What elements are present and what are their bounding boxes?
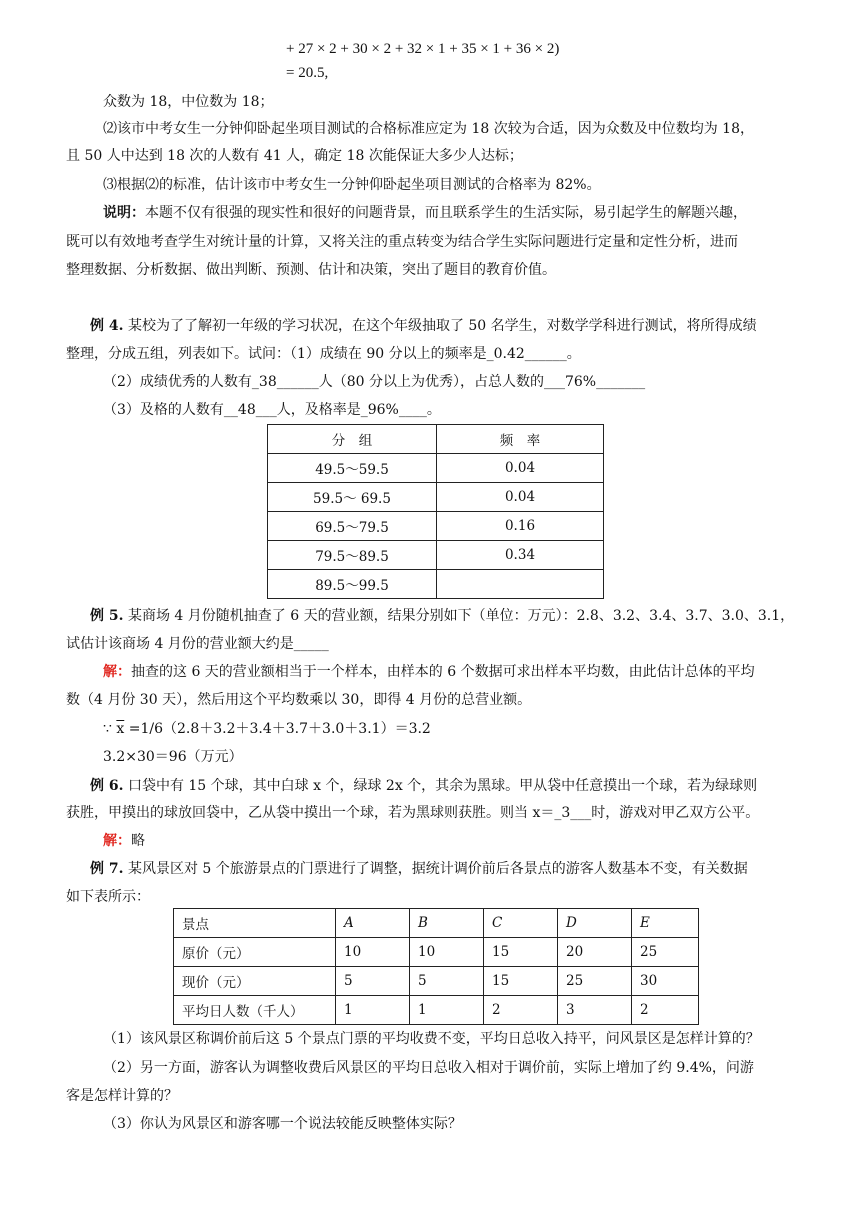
ex5-line-2: 试估计该商场 4 月份的营业额大约是_____ xyxy=(66,636,329,652)
point2-line-2: 且 50 人中达到 18 次的人数有 41 人，确定 18 次能保证大多少人达标； xyxy=(66,148,523,164)
ex4-line-2: 整理，分成五组，列表如下。试问：（1）成绩在 90 分以上的频率是_0.42______。 xyxy=(66,346,581,362)
ex7-question-2-line-1: （2）另一方面，游客认为调整收费后风景区的平均日总收入相对于调价前，实际上增加了约 9.4%，问游 xyxy=(103,1060,754,1076)
table-row xyxy=(174,967,699,996)
ex7-question-2-line-2: 客是怎样计算的？ xyxy=(66,1088,178,1104)
value-cell: 5 xyxy=(336,967,410,996)
row-label-cell: 原价（元） xyxy=(174,938,336,967)
ex5-line-1 xyxy=(90,606,794,626)
value-cell: 2 xyxy=(484,996,558,1025)
row-label-cell: 现价（元） xyxy=(174,967,336,996)
value-cell: 2 xyxy=(632,996,699,1025)
ex6-solution-text: 略 xyxy=(131,833,145,849)
value-cell: 15 xyxy=(484,938,558,967)
ex5-label: 例 5. xyxy=(90,608,124,624)
frequency-cell: 0.34 xyxy=(437,541,604,570)
header-group: 分 组 xyxy=(268,425,437,454)
ex6-text-1: 口袋中有 15 个球，其中白球 x 个，绿球 2x 个，其余为黑球。甲从袋中任意摸出一个球，若为绿球则 xyxy=(123,778,758,794)
table-row xyxy=(268,541,604,570)
table-row xyxy=(268,570,604,599)
row-label-cell: 平均日人数（千人） xyxy=(174,996,336,1025)
table-row xyxy=(268,483,604,512)
ex4-line-1 xyxy=(90,316,757,336)
ex4-text-1: 某校为了了解初一年级的学习状况，在这个年级抽取了 50 名学生，对数学学科进行测试，将所得成绩 xyxy=(123,318,757,334)
spot-b-cell: B xyxy=(410,909,484,938)
formula-line-1: + 27 × 2 + 30 × 2 + 32 × 1 + 35 × 1 + 36 × 2) xyxy=(286,41,560,57)
ex6-line-1 xyxy=(90,776,757,796)
ex6-line-2: 获胜，甲摸出的球放回袋中，乙从袋中摸出一个球，若为黑球则获胜。则当 x＝_3___时，游戏对甲乙双方公平。 xyxy=(66,805,760,821)
ex7-question-1: （1）该风景区称调价前后这 5 个景点门票的平均收费不变，平均日总收入持平，问风景区是怎样计算的？ xyxy=(103,1031,760,1047)
formula-line-2: = 20.5, xyxy=(286,65,329,81)
value-cell: 1 xyxy=(410,996,484,1025)
frequency-cell: 0.16 xyxy=(437,512,604,541)
value-cell: 25 xyxy=(632,938,699,967)
table-row xyxy=(174,909,699,938)
value-cell: 1 xyxy=(336,996,410,1025)
spot-c-cell: C xyxy=(484,909,558,938)
spot-d-cell: D xyxy=(558,909,632,938)
frequency-cell xyxy=(437,570,604,599)
frequency-cell: 0.04 xyxy=(437,454,604,483)
value-cell: 30 xyxy=(632,967,699,996)
value-cell: 15 xyxy=(484,967,558,996)
mean-calc: =1/6（2.8＋3.2＋3.4＋3.7＋3.0＋3.1）＝3.2 xyxy=(124,721,431,737)
ex4-line-3: （2）成绩优秀的人数有_38______人（80 分以上为优秀），占总人数的___76%_______ xyxy=(103,374,646,390)
ex7-line-2: 如下表所示： xyxy=(66,889,150,905)
note-text-1: 本题不仅有很强的现实性和很好的问题背景，而且联系学生的生活实际，易引起学生的解题兴趣， xyxy=(145,205,747,221)
ex7-question-3: （3）你认为风景区和游客哪一个说法较能反映整体实际？ xyxy=(103,1116,462,1132)
ex6-solution-label: 解： xyxy=(103,833,131,849)
table-row xyxy=(174,938,699,967)
spot-e-cell: E xyxy=(632,909,699,938)
ex6-label: 例 6. xyxy=(90,778,124,794)
value-cell: 10 xyxy=(336,938,410,967)
ex5-solution-line-1 xyxy=(103,662,755,682)
value-cell: 25 xyxy=(558,967,632,996)
table-header-row xyxy=(268,425,604,454)
note-label: 说明： xyxy=(103,205,145,221)
ex5-calc-line-1 xyxy=(103,719,431,739)
note-line-2: 既可以有效地考查学生对统计量的计算，又将关注的重点转变为结合学生实际问题进行定量和定性分析，进而 xyxy=(66,234,738,250)
row-label-cell: 景点 xyxy=(174,909,336,938)
ex4-line-4: （3）及格的人数有__48___人，及格率是_96%____。 xyxy=(103,402,441,418)
value-cell: 3 xyxy=(558,996,632,1025)
ex7-line-1 xyxy=(90,859,748,879)
ex7-text-1: 某风景区对 5 个旅游景点的门票进行了调整，据统计调价前后各景点的游客人数基本不变，有关数据 xyxy=(123,861,748,877)
header-frequency: 频 率 xyxy=(437,425,604,454)
ex5-solution-label: 解： xyxy=(103,664,131,680)
group-cell: 69.5～79.5 xyxy=(268,512,437,541)
frequency-cell: 0.04 xyxy=(437,483,604,512)
mean-symbol: $\overline{x}$ xyxy=(116,721,125,737)
ex6-solution xyxy=(103,831,145,851)
because-symbol: ∵ xyxy=(103,721,117,737)
ex5-solution-text-1: 抽查的这 6 天的营业额相当于一个样本，由样本的 6 个数据可求出样本平均数，由此估计总体的平均 xyxy=(131,664,755,680)
point3-text: ⑶根据⑵的标准，估计该市中考女生一分钟仰卧起坐项目测试的合格率为 82%。 xyxy=(103,177,601,193)
note-line-1 xyxy=(103,203,747,223)
note-line-3: 整理数据、分析数据、做出判断、预测、估计和决策，突出了题目的教育价值。 xyxy=(66,262,556,278)
value-cell: 5 xyxy=(410,967,484,996)
table-row xyxy=(268,454,604,483)
price-table xyxy=(173,908,699,1025)
value-cell: 20 xyxy=(558,938,632,967)
ex5-calc-line-2: 3.2×30＝96（万元） xyxy=(103,749,243,765)
spot-a-cell: A xyxy=(336,909,410,938)
table-row xyxy=(174,996,699,1025)
table-row xyxy=(268,512,604,541)
frequency-table xyxy=(267,424,604,599)
group-cell: 79.5～89.5 xyxy=(268,541,437,570)
group-cell: 59.5～ 69.5 xyxy=(268,483,437,512)
value-cell: 10 xyxy=(410,938,484,967)
ex5-text-1: 某商场 4 月份随机抽查了 6 天的营业额，结果分别如下（单位：万元）：2.8、3.2、3.4、3.7、3.0、3.1， xyxy=(123,608,795,624)
ex4-label: 例 4. xyxy=(90,318,124,334)
group-cell: 89.5～99.5 xyxy=(268,570,437,599)
mode-median-text: 众数为 18，中位数为 18； xyxy=(103,94,274,110)
point2-line-1: ⑵该市中考女生一分钟仰卧起坐项目测试的合格标准应定为 18 次较为合适，因为众数及中位数均为 18， xyxy=(103,121,754,137)
group-cell: 49.5～59.5 xyxy=(268,454,437,483)
ex7-label: 例 7. xyxy=(90,861,124,877)
ex5-solution-line-2: 数（4 月份 30 天），然后用这个平均数乘以 30，即得 4 月份的总营业额。 xyxy=(66,692,532,708)
